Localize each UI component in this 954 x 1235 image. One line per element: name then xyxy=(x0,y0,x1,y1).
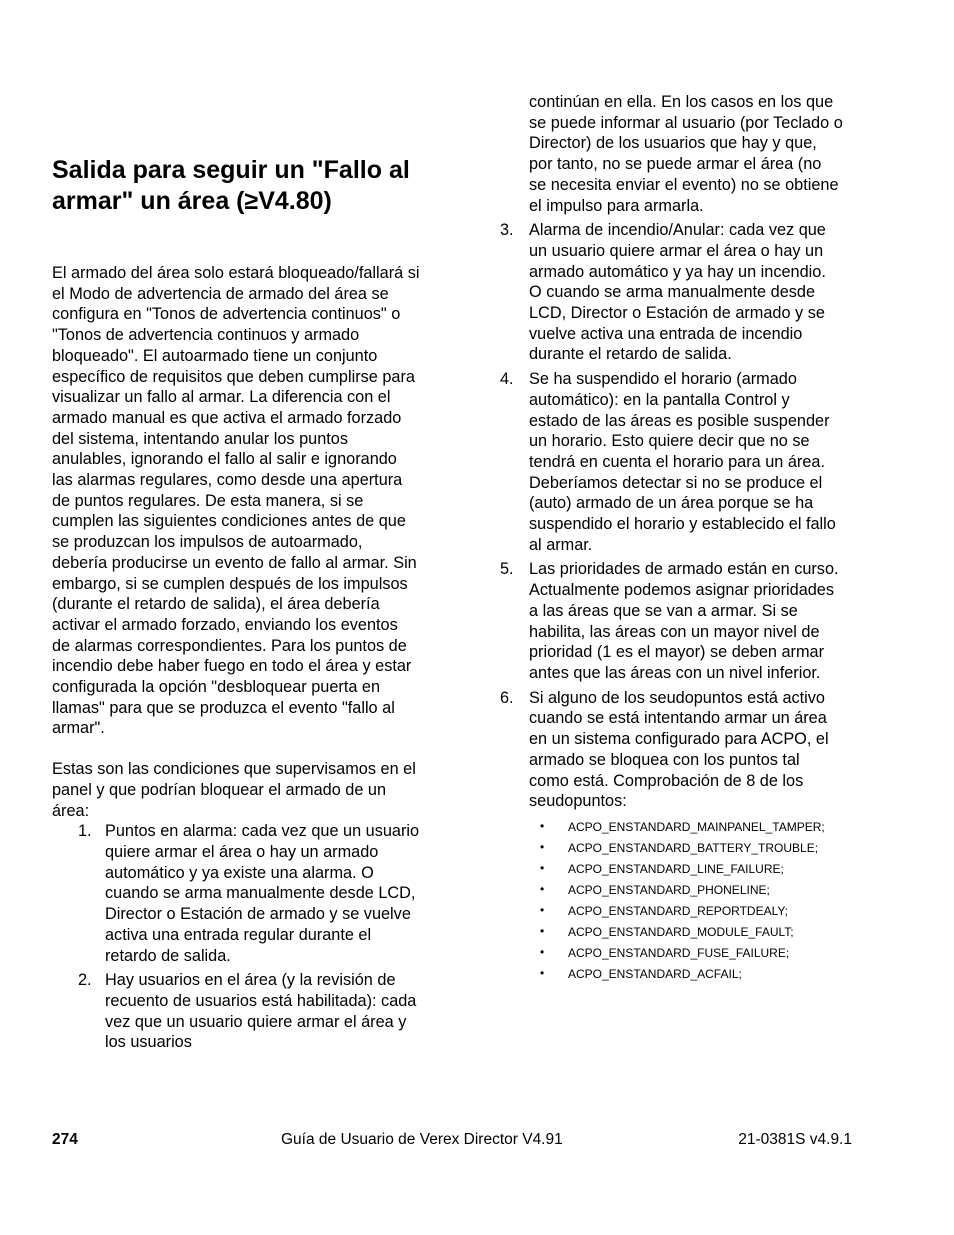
pseudopoint-item xyxy=(498,883,836,898)
condition-number: 4. xyxy=(500,370,514,389)
condition-text: Alarma de incendio/Anular: cada vez que un usuario quiere armar el área o hay un armado automático y ya hay un incendio. O cuando se arma manualmente desde LCD, Director o Estación de armado y se vuelve activa una entrada de incendio durante el retardo de salida. xyxy=(529,221,826,364)
condition-text: Puntos en alarma: cada vez que un usuario quiere armar el área o hay un armado automático y ya existe una alarma. O cuando se arma manualmente desde LCD, Director o Estación de armado y se vuelve activa una entrada regular durante el retardo de salida. xyxy=(105,822,420,965)
section-heading: Salida para seguir un "Fallo al armar" un área (≥V4.80) xyxy=(52,156,410,215)
condition-number: 5. xyxy=(500,560,514,579)
bullet-icon: • xyxy=(540,902,545,917)
pseudopoint-item xyxy=(498,862,836,877)
condition-item xyxy=(52,821,420,966)
conditions-list-left xyxy=(52,821,420,1053)
pseudopoint-item xyxy=(498,820,836,835)
bullet-icon: • xyxy=(540,923,545,938)
pseudopoint-text: ACPO_ENSTANDARD_MODULE_FAULT; xyxy=(568,924,794,939)
condition-item xyxy=(498,688,843,812)
condition-number: 6. xyxy=(500,688,514,707)
condition-item xyxy=(498,220,843,365)
conditions-list-right xyxy=(498,220,843,812)
condition-number: 3. xyxy=(500,221,514,240)
bullet-icon: • xyxy=(540,881,545,896)
left-column xyxy=(52,155,420,1057)
pseudopoint-text: ACPO_ENSTANDARD_LINE_FAILURE; xyxy=(568,861,784,876)
condition-item xyxy=(52,970,420,1053)
bullet-icon: • xyxy=(540,965,545,980)
condition-number: 2. xyxy=(78,971,92,990)
pseudopoint-text: ACPO_ENSTANDARD_REPORTDEALY; xyxy=(568,903,788,918)
intro-paragraph: El armado del área solo estará bloqueado/fallará si el Modo de advertencia de armado del área se configura en "Tonos de advertencia continuos" o "Tonos de advertencia continuos y armado bloqueado". El autoarmado tiene un conjunto específico de requisitos que deben cumplirse para visualizar un fallo al armar. La diferencia con el armado manual es que activa el armado forzado del sistema, intentando anular los puntos anulables, ignorando el fallo al salir e ignorando las alarmas regulares, como desde una apertura de puntos regulares. De esta manera, si se cumplen las siguientes condiciones antes de que se produzcan los impulsos de autoarmado, debería producirse un evento de fallo al armar. Sin embargo, si se cumplen después de los impulsos (durante el retardo de salida), el área debería activar el armado forzado, enviando los eventos de alarmas correspondientes. Para los puntos de incendio debe haber fuego en todo el área y estar configurada la opción "desbloquear puerta en llamas" para que se produzca el evento "fallo al armar". xyxy=(52,264,420,738)
condition-2-continued: continúan en ella. En los casos en los que se puede informar al usuario (por Teclado o Director) de los usuarios que hay y que, por tanto, no se puede armar el área (no se necesita enviar el evento) no se obtiene el impulso para armarla. xyxy=(529,93,843,215)
condition-item xyxy=(498,559,843,683)
conditions-intro-paragraph: Estas son las condiciones que supervisamos en el panel y que podrían bloquear el armado de un área: xyxy=(52,760,416,820)
pseudopoint-item xyxy=(498,841,836,856)
footer-doc-code: 21-0381S v4.9.1 xyxy=(738,1131,852,1148)
pseudopoint-text: ACPO_ENSTANDARD_PHONELINE; xyxy=(568,882,770,897)
page-footer xyxy=(52,1131,852,1153)
condition-text: Se ha suspendido el horario (armado automático): en la pantalla Control y estado de las áreas es posible suspender un horario. Esto quiere decir que no se tendrá en cuenta el horario para un área. Deberíamos detectar si no se produce el (auto) armado de un área porque se ha suspendido el horario y establecido el fallo al armar. xyxy=(529,370,836,554)
pseudopoint-list xyxy=(498,820,843,982)
condition-number: 1. xyxy=(78,822,92,841)
right-column xyxy=(498,92,843,988)
bullet-icon: • xyxy=(540,839,545,854)
pseudopoint-text: ACPO_ENSTANDARD_BATTERY_TROUBLE; xyxy=(568,840,819,855)
condition-text: Las prioridades de armado están en curso. Actualmente podemos asignar prioridades a las áreas que se van a armar. Si se habilita, las áreas con un mayor nivel de prioridad (1 es el mayor) se deben armar antes que las áreas con un nivel inferior. xyxy=(529,560,839,682)
bullet-icon: • xyxy=(540,944,545,959)
pseudopoint-item xyxy=(498,904,836,919)
page-number: 274 xyxy=(52,1131,78,1148)
bullet-icon: • xyxy=(540,818,545,833)
pseudopoint-item xyxy=(498,967,836,982)
condition-item xyxy=(498,369,843,555)
bullet-icon: • xyxy=(540,860,545,875)
condition-text: Hay usuarios en el área (y la revisión de recuento de usuarios está habilitada): cada vez que un usuario quiere armar el área y los usuarios xyxy=(105,971,417,1052)
pseudopoint-text: ACPO_ENSTANDARD_FUSE_FAILURE; xyxy=(568,945,790,960)
condition-text: Si alguno de los seudopuntos está activo cuando se está intentando armar un área en un sistema configurado para ACPO, el armado se bloquea con los puntos tal como está. Comprobación de 8 de los seudopuntos: xyxy=(529,688,829,811)
pseudopoint-item xyxy=(498,946,836,961)
footer-doc-title: Guía de Usuario de Verex Director V4.91 xyxy=(281,1131,563,1148)
pseudopoint-text: ACPO_ENSTANDARD_ACFAIL; xyxy=(568,966,742,981)
pseudopoint-text: ACPO_ENSTANDARD_MAINPANEL_TAMPER; xyxy=(568,819,825,834)
pseudopoint-item xyxy=(498,925,836,940)
